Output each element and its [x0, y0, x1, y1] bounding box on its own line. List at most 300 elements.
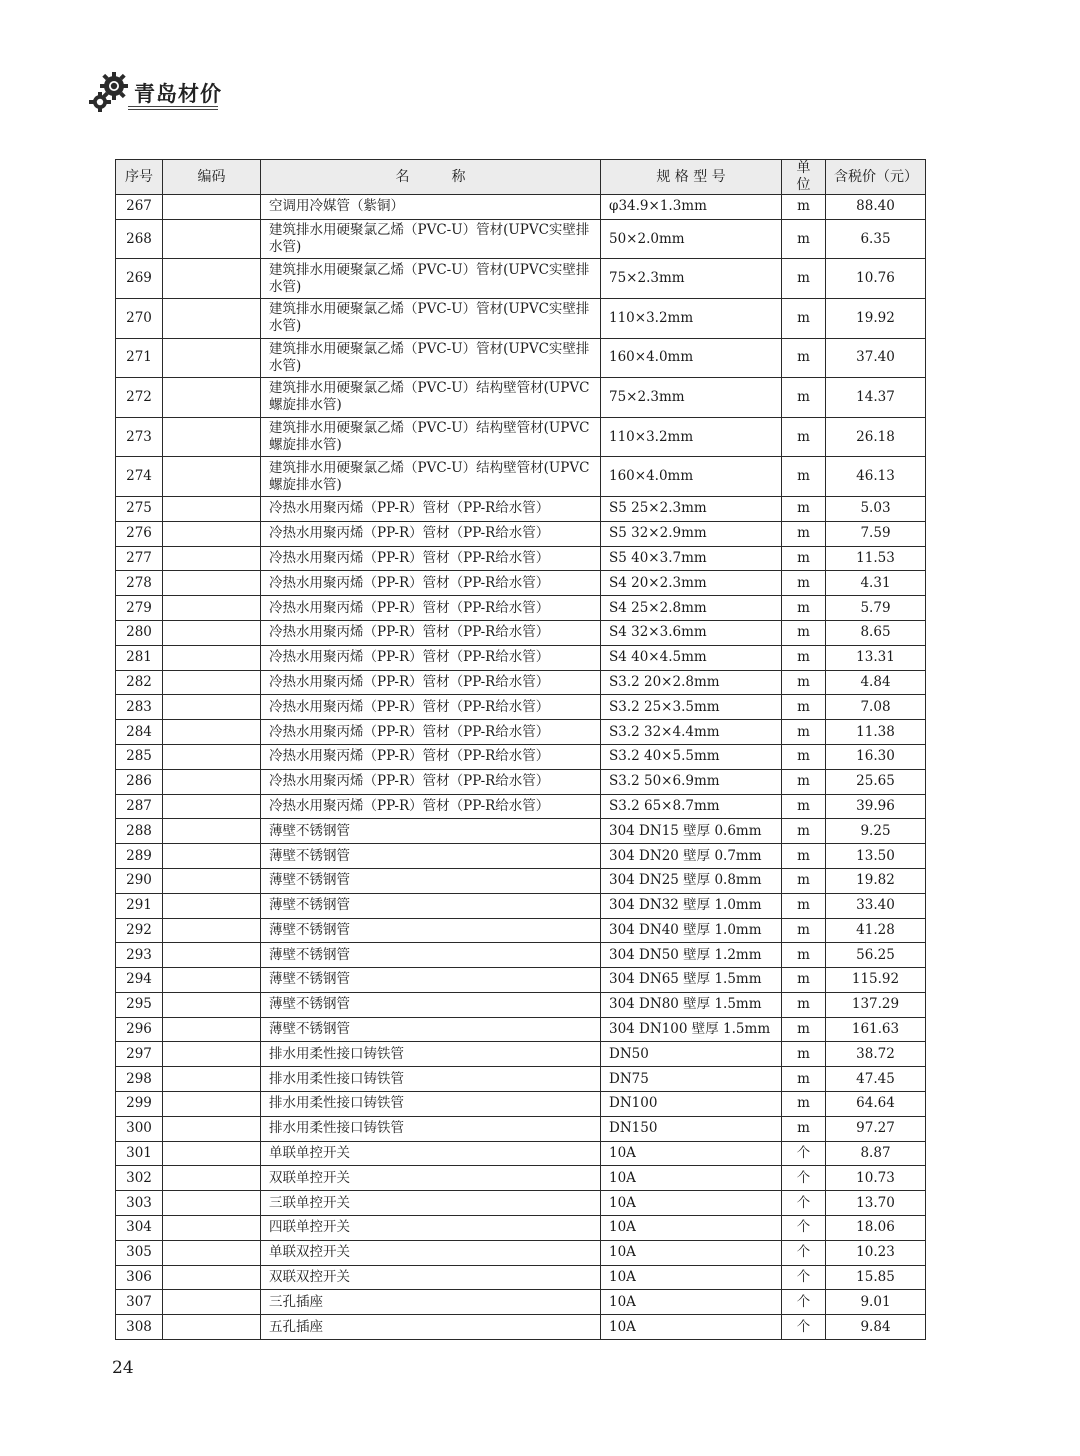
- row-code: [163, 378, 261, 418]
- row-code: [163, 457, 261, 497]
- row-number: 285: [116, 744, 163, 769]
- row-price: 7.59: [826, 521, 926, 546]
- row-code: [163, 1240, 261, 1265]
- table-row: [116, 1216, 926, 1241]
- row-price: 16.30: [826, 744, 926, 769]
- row-unit: m: [782, 298, 826, 338]
- row-number: 289: [116, 844, 163, 869]
- row-code: [163, 744, 261, 769]
- row-name: 排水用柔性接口铸铁管: [261, 1067, 601, 1092]
- row-spec: S3.2 40×5.5mm: [601, 744, 782, 769]
- row-name: 薄壁不锈钢管: [261, 968, 601, 993]
- row-price: 8.65: [826, 620, 926, 645]
- row-code: [163, 844, 261, 869]
- row-name: 排水用柔性接口铸铁管: [261, 1092, 601, 1117]
- row-unit: m: [782, 868, 826, 893]
- row-price: 8.87: [826, 1141, 926, 1166]
- table-row: [116, 744, 926, 769]
- row-code: [163, 521, 261, 546]
- row-code: [163, 1166, 261, 1191]
- row-number: 291: [116, 893, 163, 918]
- row-code: [163, 496, 261, 521]
- col-header-price: 含税价（元）: [826, 160, 926, 195]
- row-spec: 304 DN100 壁厚 1.5mm: [601, 1017, 782, 1042]
- table-row: [116, 695, 926, 720]
- row-spec: 304 DN40 壁厚 1.0mm: [601, 918, 782, 943]
- table-row: [116, 417, 926, 457]
- row-name: 冷热水用聚丙烯（PP-R）管材（PP-R给水管）: [261, 794, 601, 819]
- row-spec: DN100: [601, 1092, 782, 1117]
- row-unit: m: [782, 546, 826, 571]
- row-code: [163, 195, 261, 220]
- row-unit: m: [782, 893, 826, 918]
- row-name: 薄壁不锈钢管: [261, 943, 601, 968]
- table-row: [116, 1017, 926, 1042]
- row-name: 双联单控开关: [261, 1166, 601, 1191]
- col-header-name: 名 称: [261, 160, 601, 195]
- row-name: 薄壁不锈钢管: [261, 844, 601, 869]
- row-name: 建筑排水用硬聚氯乙烯（PVC-U）管材(UPVC实壁排水管): [261, 298, 601, 338]
- row-price: 11.53: [826, 546, 926, 571]
- row-price: 11.38: [826, 720, 926, 745]
- row-price: 46.13: [826, 457, 926, 497]
- table-row: [116, 968, 926, 993]
- row-name: 冷热水用聚丙烯（PP-R）管材（PP-R给水管）: [261, 769, 601, 794]
- row-price: 10.76: [826, 259, 926, 299]
- row-price: 115.92: [826, 968, 926, 993]
- row-code: [163, 1017, 261, 1042]
- row-spec: 10A: [601, 1191, 782, 1216]
- row-spec: S5 32×2.9mm: [601, 521, 782, 546]
- row-spec: S5 40×3.7mm: [601, 546, 782, 571]
- row-number: 305: [116, 1240, 163, 1265]
- table-row: [116, 1265, 926, 1290]
- row-name: 冷热水用聚丙烯（PP-R）管材（PP-R给水管）: [261, 720, 601, 745]
- table-header-row: [116, 160, 926, 195]
- row-unit: 个: [782, 1216, 826, 1241]
- price-table: [115, 159, 926, 1340]
- table-row: [116, 1067, 926, 1092]
- row-code: [163, 219, 261, 259]
- table-row: [116, 794, 926, 819]
- table-row: [116, 670, 926, 695]
- row-name: 冷热水用聚丙烯（PP-R）管材（PP-R给水管）: [261, 596, 601, 621]
- row-unit: m: [782, 992, 826, 1017]
- row-spec: 10A: [601, 1216, 782, 1241]
- row-price: 88.40: [826, 195, 926, 220]
- row-spec: S3.2 20×2.8mm: [601, 670, 782, 695]
- row-spec: 304 DN80 壁厚 1.5mm: [601, 992, 782, 1017]
- table-row: [116, 1315, 926, 1340]
- row-number: 293: [116, 943, 163, 968]
- row-code: [163, 596, 261, 621]
- row-spec: DN150: [601, 1116, 782, 1141]
- table-row: [116, 1042, 926, 1067]
- brand-underline: [128, 106, 218, 107]
- row-number: 295: [116, 992, 163, 1017]
- row-name: 双联双控开关: [261, 1265, 601, 1290]
- row-number: 300: [116, 1116, 163, 1141]
- table-row: [116, 918, 926, 943]
- row-unit: m: [782, 968, 826, 993]
- row-name: 薄壁不锈钢管: [261, 918, 601, 943]
- row-code: [163, 1116, 261, 1141]
- row-number: 303: [116, 1191, 163, 1216]
- row-name: 冷热水用聚丙烯（PP-R）管材（PP-R给水管）: [261, 645, 601, 670]
- row-price: 38.72: [826, 1042, 926, 1067]
- table-row: [116, 720, 926, 745]
- row-number: 288: [116, 819, 163, 844]
- row-number: 273: [116, 417, 163, 457]
- row-spec: 110×3.2mm: [601, 298, 782, 338]
- row-spec: 304 DN20 壁厚 0.7mm: [601, 844, 782, 869]
- row-name: 冷热水用聚丙烯（PP-R）管材（PP-R给水管）: [261, 521, 601, 546]
- row-name: 冷热水用聚丙烯（PP-R）管材（PP-R给水管）: [261, 695, 601, 720]
- row-unit: 个: [782, 1265, 826, 1290]
- brand-underline-2: [128, 109, 218, 110]
- col-header-spec: 规 格 型 号: [601, 160, 782, 195]
- table-row: [116, 1166, 926, 1191]
- row-name: 排水用柔性接口铸铁管: [261, 1042, 601, 1067]
- table-row: [116, 1240, 926, 1265]
- row-code: [163, 992, 261, 1017]
- row-name: 三联单控开关: [261, 1191, 601, 1216]
- row-unit: m: [782, 378, 826, 418]
- row-price: 9.25: [826, 819, 926, 844]
- row-price: 37.40: [826, 338, 926, 378]
- row-unit: m: [782, 1017, 826, 1042]
- row-number: 279: [116, 596, 163, 621]
- row-code: [163, 620, 261, 645]
- row-price: 64.64: [826, 1092, 926, 1117]
- row-price: 56.25: [826, 943, 926, 968]
- col-header-no: 序号: [116, 160, 163, 195]
- row-number: 278: [116, 571, 163, 596]
- row-unit: m: [782, 620, 826, 645]
- row-unit: 个: [782, 1166, 826, 1191]
- row-number: 274: [116, 457, 163, 497]
- row-name: 冷热水用聚丙烯（PP-R）管材（PP-R给水管）: [261, 571, 601, 596]
- row-number: 306: [116, 1265, 163, 1290]
- row-price: 10.73: [826, 1166, 926, 1191]
- row-price: 13.50: [826, 844, 926, 869]
- row-spec: S4 25×2.8mm: [601, 596, 782, 621]
- row-code: [163, 259, 261, 299]
- row-name: 冷热水用聚丙烯（PP-R）管材（PP-R给水管）: [261, 620, 601, 645]
- row-unit: m: [782, 259, 826, 299]
- row-spec: 304 DN65 壁厚 1.5mm: [601, 968, 782, 993]
- table-row: [116, 521, 926, 546]
- row-unit: m: [782, 496, 826, 521]
- row-number: 304: [116, 1216, 163, 1241]
- row-number: 302: [116, 1166, 163, 1191]
- row-number: 294: [116, 968, 163, 993]
- row-spec: 160×4.0mm: [601, 338, 782, 378]
- table-row: [116, 1141, 926, 1166]
- row-unit: m: [782, 670, 826, 695]
- row-spec: φ34.9×1.3mm: [601, 195, 782, 220]
- row-name: 单联单控开关: [261, 1141, 601, 1166]
- row-spec: DN50: [601, 1042, 782, 1067]
- row-unit: 个: [782, 1315, 826, 1340]
- table-row: [116, 496, 926, 521]
- row-spec: S3.2 25×3.5mm: [601, 695, 782, 720]
- table-row: [116, 868, 926, 893]
- row-name: 空调用冷媒管（紫铜）: [261, 195, 601, 220]
- row-unit: m: [782, 1042, 826, 1067]
- row-number: 292: [116, 918, 163, 943]
- row-name: 冷热水用聚丙烯（PP-R）管材（PP-R给水管）: [261, 744, 601, 769]
- row-spec: S3.2 32×4.4mm: [601, 720, 782, 745]
- table-row: [116, 546, 926, 571]
- brand-title: 青岛材价: [134, 82, 222, 106]
- row-price: 5.79: [826, 596, 926, 621]
- table-row: [116, 571, 926, 596]
- gears-icon: [88, 70, 132, 116]
- table-row: [116, 259, 926, 299]
- row-price: 19.82: [826, 868, 926, 893]
- row-code: [163, 1290, 261, 1315]
- row-code: [163, 1092, 261, 1117]
- row-price: 15.85: [826, 1265, 926, 1290]
- row-unit: m: [782, 195, 826, 220]
- row-number: 281: [116, 645, 163, 670]
- row-number: 297: [116, 1042, 163, 1067]
- row-number: 270: [116, 298, 163, 338]
- row-unit: m: [782, 219, 826, 259]
- row-price: 4.84: [826, 670, 926, 695]
- row-spec: 304 DN15 壁厚 0.6mm: [601, 819, 782, 844]
- row-price: 13.70: [826, 1191, 926, 1216]
- row-unit: m: [782, 1067, 826, 1092]
- row-code: [163, 1265, 261, 1290]
- row-number: 282: [116, 670, 163, 695]
- row-number: 277: [116, 546, 163, 571]
- row-spec: 304 DN32 壁厚 1.0mm: [601, 893, 782, 918]
- row-number: 286: [116, 769, 163, 794]
- row-name: 冷热水用聚丙烯（PP-R）管材（PP-R给水管）: [261, 496, 601, 521]
- row-name: 薄壁不锈钢管: [261, 868, 601, 893]
- row-name: 排水用柔性接口铸铁管: [261, 1116, 601, 1141]
- row-code: [163, 338, 261, 378]
- row-spec: 10A: [601, 1315, 782, 1340]
- row-name: 三孔插座: [261, 1290, 601, 1315]
- row-code: [163, 1315, 261, 1340]
- row-code: [163, 968, 261, 993]
- row-name: 五孔插座: [261, 1315, 601, 1340]
- row-unit: m: [782, 819, 826, 844]
- row-name: 建筑排水用硬聚氯乙烯（PVC-U）管材(UPVC实壁排水管): [261, 219, 601, 259]
- row-code: [163, 546, 261, 571]
- row-code: [163, 417, 261, 457]
- row-number: 272: [116, 378, 163, 418]
- row-price: 10.23: [826, 1240, 926, 1265]
- row-price: 137.29: [826, 992, 926, 1017]
- row-code: [163, 794, 261, 819]
- row-code: [163, 918, 261, 943]
- row-number: 308: [116, 1315, 163, 1340]
- table-row: [116, 893, 926, 918]
- row-name: 薄壁不锈钢管: [261, 819, 601, 844]
- row-number: 284: [116, 720, 163, 745]
- row-code: [163, 1141, 261, 1166]
- row-number: 269: [116, 259, 163, 299]
- row-number: 307: [116, 1290, 163, 1315]
- row-code: [163, 1067, 261, 1092]
- row-number: 271: [116, 338, 163, 378]
- row-code: [163, 769, 261, 794]
- table-row: [116, 943, 926, 968]
- row-code: [163, 893, 261, 918]
- row-unit: m: [782, 645, 826, 670]
- row-number: 267: [116, 195, 163, 220]
- table-row: [116, 992, 926, 1017]
- row-number: 296: [116, 1017, 163, 1042]
- row-spec: 75×2.3mm: [601, 378, 782, 418]
- row-price: 33.40: [826, 893, 926, 918]
- row-code: [163, 1216, 261, 1241]
- row-unit: m: [782, 720, 826, 745]
- row-unit: m: [782, 596, 826, 621]
- row-code: [163, 571, 261, 596]
- row-number: 276: [116, 521, 163, 546]
- row-price: 5.03: [826, 496, 926, 521]
- table-row: [116, 378, 926, 418]
- row-unit: m: [782, 417, 826, 457]
- table-row: [116, 219, 926, 259]
- row-name: 薄壁不锈钢管: [261, 992, 601, 1017]
- row-spec: DN75: [601, 1067, 782, 1092]
- row-number: 301: [116, 1141, 163, 1166]
- row-price: 26.18: [826, 417, 926, 457]
- row-name: 建筑排水用硬聚氯乙烯（PVC-U）结构壁管材(UPVC螺旋排水管): [261, 378, 601, 418]
- row-code: [163, 1191, 261, 1216]
- row-unit: m: [782, 794, 826, 819]
- row-unit: m: [782, 338, 826, 378]
- row-code: [163, 695, 261, 720]
- row-code: [163, 670, 261, 695]
- row-name: 冷热水用聚丙烯（PP-R）管材（PP-R给水管）: [261, 546, 601, 571]
- row-price: 41.28: [826, 918, 926, 943]
- row-unit: m: [782, 571, 826, 596]
- table-row: [116, 596, 926, 621]
- row-unit: m: [782, 521, 826, 546]
- table-row: [116, 195, 926, 220]
- row-spec: S4 40×4.5mm: [601, 645, 782, 670]
- table-row: [116, 620, 926, 645]
- row-unit: m: [782, 695, 826, 720]
- row-number: 287: [116, 794, 163, 819]
- row-unit: m: [782, 1092, 826, 1117]
- row-spec: 10A: [601, 1141, 782, 1166]
- row-spec: 75×2.3mm: [601, 259, 782, 299]
- row-spec: 50×2.0mm: [601, 219, 782, 259]
- row-unit: m: [782, 918, 826, 943]
- table-row: [116, 645, 926, 670]
- row-price: 6.35: [826, 219, 926, 259]
- row-code: [163, 868, 261, 893]
- row-unit: m: [782, 769, 826, 794]
- row-spec: 304 DN25 壁厚 0.8mm: [601, 868, 782, 893]
- row-spec: 10A: [601, 1240, 782, 1265]
- row-price: 7.08: [826, 695, 926, 720]
- page-number: 24: [112, 1358, 134, 1378]
- row-name: 建筑排水用硬聚氯乙烯（PVC-U）结构壁管材(UPVC螺旋排水管): [261, 417, 601, 457]
- row-price: 161.63: [826, 1017, 926, 1042]
- row-price: 97.27: [826, 1116, 926, 1141]
- row-number: 275: [116, 496, 163, 521]
- row-price: 14.37: [826, 378, 926, 418]
- row-price: 9.01: [826, 1290, 926, 1315]
- row-spec: S4 20×2.3mm: [601, 571, 782, 596]
- row-price: 9.84: [826, 1315, 926, 1340]
- row-spec: S4 32×3.6mm: [601, 620, 782, 645]
- row-name: 建筑排水用硬聚氯乙烯（PVC-U）结构壁管材(UPVC螺旋排水管): [261, 457, 601, 497]
- row-name: 单联双控开关: [261, 1240, 601, 1265]
- row-spec: S3.2 65×8.7mm: [601, 794, 782, 819]
- row-number: 283: [116, 695, 163, 720]
- row-name: 四联单控开关: [261, 1216, 601, 1241]
- row-number: 299: [116, 1092, 163, 1117]
- row-name: 建筑排水用硬聚氯乙烯（PVC-U）管材(UPVC实壁排水管): [261, 338, 601, 378]
- row-price: 4.31: [826, 571, 926, 596]
- table-row: [116, 1290, 926, 1315]
- row-number: 290: [116, 868, 163, 893]
- row-spec: 160×4.0mm: [601, 457, 782, 497]
- row-code: [163, 1042, 261, 1067]
- row-name: 薄壁不锈钢管: [261, 893, 601, 918]
- table-row: [116, 819, 926, 844]
- row-unit: 个: [782, 1191, 826, 1216]
- row-unit: 个: [782, 1240, 826, 1265]
- row-spec: 10A: [601, 1265, 782, 1290]
- row-spec: 110×3.2mm: [601, 417, 782, 457]
- row-price: 13.31: [826, 645, 926, 670]
- table-row: [116, 1116, 926, 1141]
- table-row: [116, 1092, 926, 1117]
- row-price: 25.65: [826, 769, 926, 794]
- table-row: [116, 338, 926, 378]
- row-number: 298: [116, 1067, 163, 1092]
- col-header-unit: 单位: [782, 160, 826, 195]
- table-row: [116, 769, 926, 794]
- row-name: 建筑排水用硬聚氯乙烯（PVC-U）管材(UPVC实壁排水管): [261, 259, 601, 299]
- row-spec: 10A: [601, 1166, 782, 1191]
- row-unit: m: [782, 744, 826, 769]
- row-name: 冷热水用聚丙烯（PP-R）管材（PP-R给水管）: [261, 670, 601, 695]
- row-code: [163, 298, 261, 338]
- row-number: 280: [116, 620, 163, 645]
- row-price: 47.45: [826, 1067, 926, 1092]
- row-code: [163, 645, 261, 670]
- col-header-code: 编码: [163, 160, 261, 195]
- row-spec: 304 DN50 壁厚 1.2mm: [601, 943, 782, 968]
- table-row: [116, 844, 926, 869]
- row-name: 薄壁不锈钢管: [261, 1017, 601, 1042]
- table-row: [116, 1191, 926, 1216]
- row-code: [163, 943, 261, 968]
- row-number: 268: [116, 219, 163, 259]
- page-header: [88, 70, 228, 120]
- row-code: [163, 819, 261, 844]
- row-unit: m: [782, 457, 826, 497]
- row-unit: 个: [782, 1141, 826, 1166]
- row-spec: S5 25×2.3mm: [601, 496, 782, 521]
- row-price: 39.96: [826, 794, 926, 819]
- row-price: 19.92: [826, 298, 926, 338]
- row-price: 18.06: [826, 1216, 926, 1241]
- row-spec: S3.2 50×6.9mm: [601, 769, 782, 794]
